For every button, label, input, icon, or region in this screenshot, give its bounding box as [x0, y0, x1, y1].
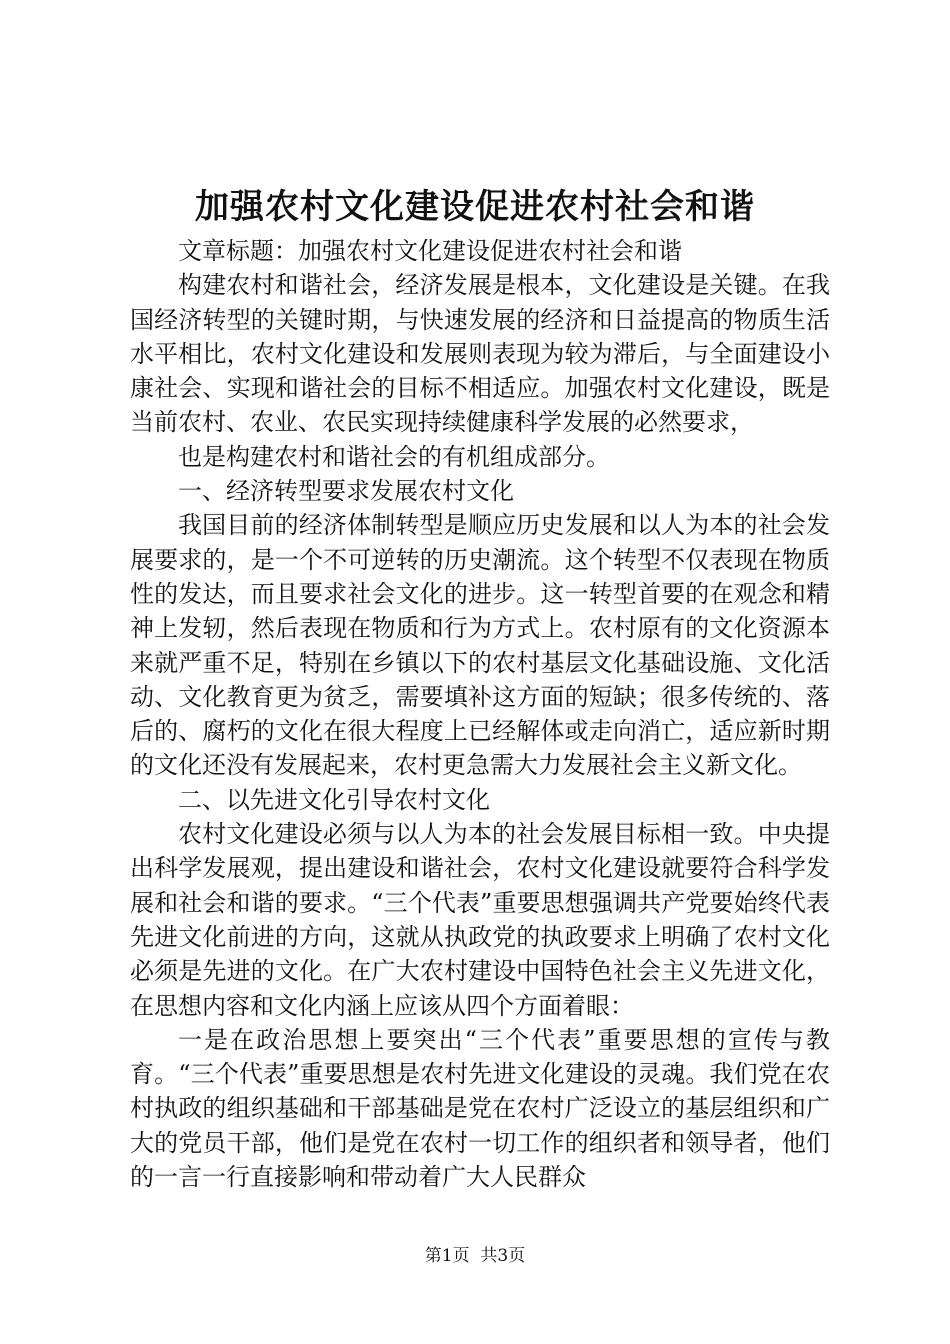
- paragraph-point-1: 一是在政治思想上要突出“三个代表”重要思想的宣传与教育。“三个代表”重要思想是农村先进文化建设的灵魂。我们党在农村执政的组织基础和干部基础是党在农村广泛设立的基层组织和广大的党员干部，他们是党在农村一切工作的组织者和领导者，他们的一言一行直接影响和带动着广大人民群众: [130, 1025, 830, 1192]
- footer-separator: [470, 1246, 481, 1266]
- paragraph-intro: 构建农村和谐社会，经济发展是根本，文化建设是关键。在我国经济转型的关键时期，与快速发展的经济和日益提高的物质生活水平相比，农村文化建设和发展则表现为较为滞后，与全面建设小康社会、实现和谐社会的目标不相适应。加强农村文化建设，既是当前农村、农业、农民实现持续健康科学发展的必然要求，: [130, 271, 830, 437]
- section-heading-2: 二、以先进文化引导农村文化: [178, 785, 490, 814]
- document-body: [130, 234, 830, 1194]
- section-heading-1: 一、经济转型要求发展农村文化: [178, 477, 514, 506]
- paragraph-section-1: 我国目前的经济体制转型是顺应历史发展和以人为本的社会发展要求的，是一个不可逆转的历史潮流。这个转型不仅表现在物质性的发达，而且要求社会文化的进步。这一转型首要的在观念和精神上发轫，然后表现在物质和行为方式上。农村原有的文化资源本来就严重不足，特别在乡镇以下的农村基层文化基础设施、文化活动、文化教育更为贫乏，需要填补这方面的短缺；很多传统的、落后的、腐朽的文化在很大程度上已经解体或走向消亡，适应新时期的文化还没有发展起来，农村更急需大力发展社会主义新文化。: [130, 511, 830, 780]
- document-title: 加强农村文化建设促进农村社会和谐: [195, 187, 755, 227]
- page-number-current: 第1页: [424, 1246, 470, 1266]
- paragraph-section-2: 农村文化建设必须与以人为本的社会发展目标相一致。中央提出科学发展观，提出建设和谐社会，农村文化建设就要符合科学发展和社会和谐的要求。“三个代表”重要思想强调共产党要始终代表先进文化前进的方向，这就从执政党的执政要求上明确了农村文化必须是先进的文化。在广大农村建设中国特色社会主义先进文化，在思想内容和文化内涵上应该从四个方面着眼：: [130, 820, 830, 1020]
- paragraph-intro-continued: 也是构建农村和谐社会的有机组成部分。: [178, 442, 610, 471]
- paragraph-article-title: 文章标题：加强农村文化建设促进农村社会和谐: [178, 237, 682, 265]
- page-footer: [0, 1244, 950, 1268]
- page-number-total: 共3页: [480, 1246, 526, 1266]
